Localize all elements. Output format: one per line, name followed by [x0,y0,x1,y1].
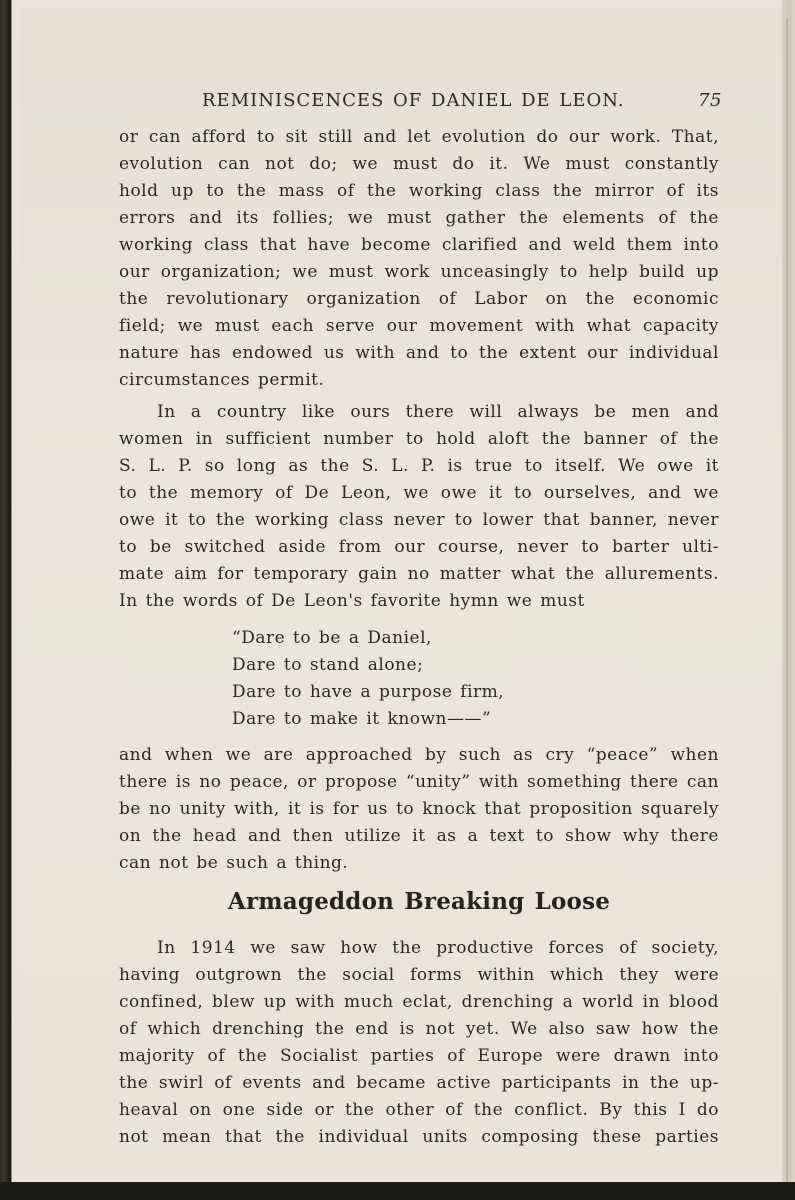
text-line: hold up to the mass of the working class the mirror of its [119,181,719,201]
running-header-title: REMINISCENCES OF DANIEL DE LEON. [202,90,625,111]
text-line: mate aim for temporary gain no matter what the allurements. [119,564,719,584]
text-line: of which drenching the end is not yet. We also saw how the [119,1019,719,1039]
page-number: 75 [698,90,722,111]
text-line: owe it to the working class never to lower that banner, never [119,510,719,530]
text-line: women in sufficient number to hold aloft the banner of the [119,429,719,449]
text-line: can not be such a thing. [119,853,349,873]
text-line: our organization; we must work unceasingly to help build up [119,262,719,282]
text-line: or can afford to sit still and let evolution do our work. That, [119,127,719,147]
text-line: In 1914 we saw how the productive forces of society, [157,938,719,958]
verse-line: Dare to stand alone; [232,655,424,675]
text-line: In a country like ours there will always be men and [157,402,719,422]
verse-line: “Dare to be a Daniel, [232,628,432,648]
text-line: working class that have become clarified and weld them into [119,235,719,255]
verse-line: Dare to make it known——” [232,709,492,729]
text-line: the revolutionary organization of Labor on the economic [119,289,719,309]
text-line: to the memory of De Leon, we owe it to ourselves, and we [119,483,719,503]
text-line: nature has endowed us with and to the extent our individual [119,343,719,363]
scan-bottom-edge [0,1182,795,1200]
running-header [202,90,722,116]
text-line: the swirl of events and became active participants in the up- [119,1073,719,1093]
page-edge [782,0,795,1182]
text-line: there is no peace, or propose “unity” with something there can [119,772,719,792]
text-line: In the words of De Leon's favorite hymn we must [119,591,585,611]
text-line: not mean that the individual units composing these parties [119,1127,719,1147]
text-line: circumstances permit. [119,370,325,390]
text-line: be no unity with, it is for us to knock that proposition squarely [119,799,719,819]
text-line: on the head and then utilize it as a text to show why there [119,826,719,846]
verse-line: Dare to have a purpose firm, [232,682,505,702]
text-line: confined, blew up with much eclat, drenching a world in blood [119,992,719,1012]
text-line: and when we are approached by such as cry “peace” when [119,745,719,765]
text-line: having outgrown the social forms within which they were [119,965,719,985]
text-line: errors and its follies; we must gather the elements of the [119,208,719,228]
text-line: evolution can not do; we must do it. We must constantly [119,154,719,174]
text-line: to be switched aside from our course, never to barter ulti- [119,537,719,557]
text-line: S. L. P. so long as the S. L. P. is true to itself. We owe it [119,456,719,476]
text-line: heaval on one side or the other of the conflict. By this I do [119,1100,719,1120]
text-line: majority of the Socialist parties of Europe were drawn into [119,1046,719,1066]
page-edge-line [786,18,788,1182]
section-heading: Armageddon Breaking Loose [227,888,611,915]
text-line: field; we must each serve our movement with what capacity [119,316,719,336]
book-page [11,0,795,1182]
